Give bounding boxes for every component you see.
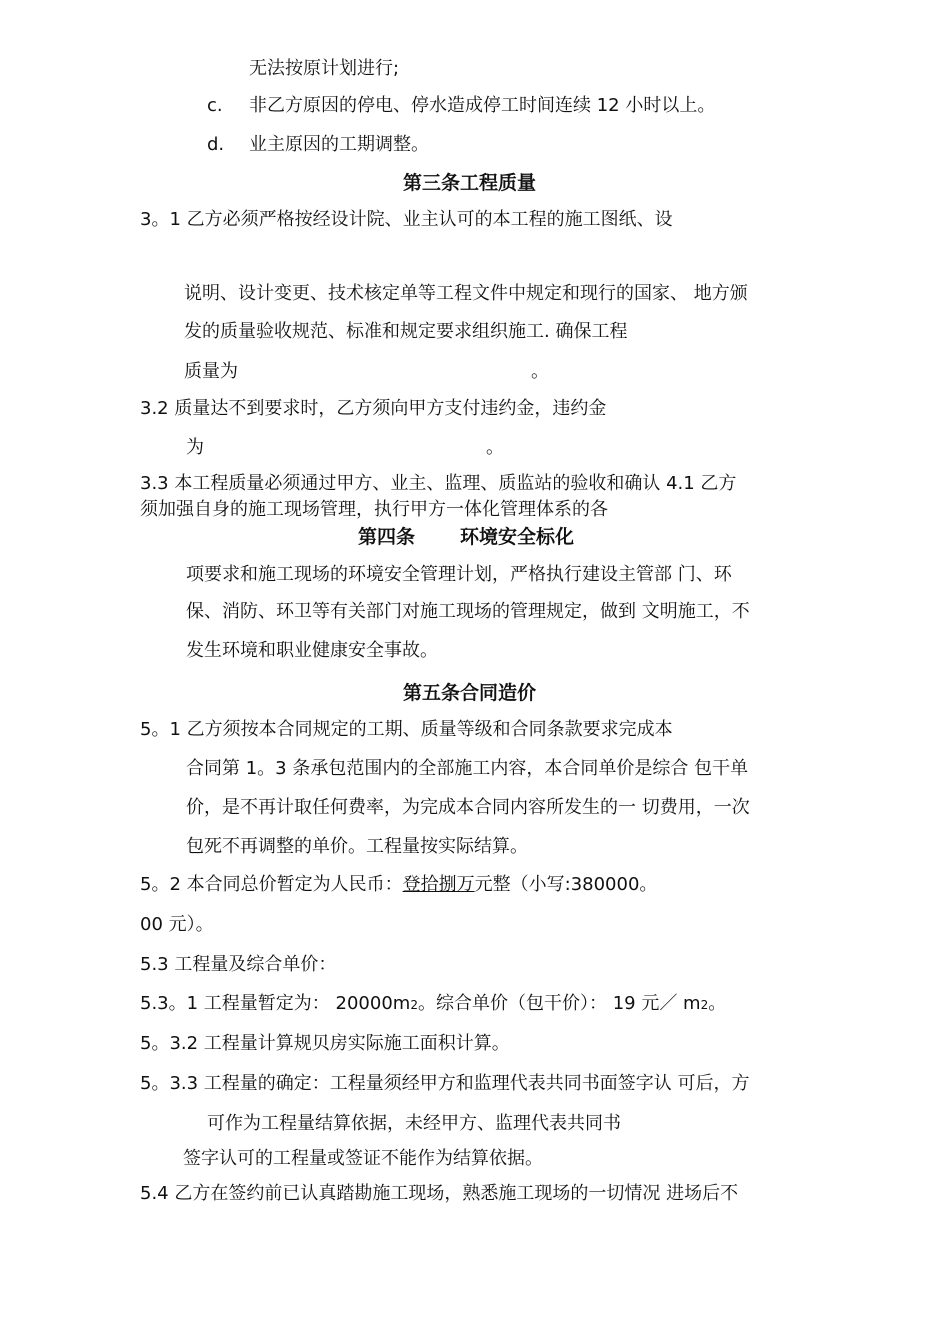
clause-5-3-3: 5。3.3 工程量的确定：工程量须经甲方和监理代表共同书面签字认 可后，方 xyxy=(140,1073,750,1094)
section-heading-5: 第五条合同造价 xyxy=(403,682,537,704)
unit-price-text: 。综合单价（包干价）： 19 元／ m xyxy=(417,993,701,1014)
clause-5-2 xyxy=(140,873,657,897)
clause-5-4: 5.4 乙方在签约前已认真踏勘施工现场，熟悉施工现场的一切情况 进场后不 xyxy=(140,1183,739,1204)
text-line: 质量为 xyxy=(184,361,238,382)
text-line: 价，是不再计取任何费率，为完成本合同内容所发生的一 切费用，一次 xyxy=(186,797,750,818)
clause-5-2-text: 5。2 本合同总价暂定为人民币： xyxy=(140,874,403,895)
text-line: 说明、设计变更、技术核定单等工程文件中规定和现行的国家、 地方颁 xyxy=(184,283,748,304)
text-line: 。 xyxy=(531,361,549,382)
text-line: 合同第 1。3 条承包范围内的全部施工内容，本合同单价是综合 包干单 xyxy=(186,758,749,779)
amount-in-words: 登拾捌万 xyxy=(402,874,475,895)
text-line: 须加强自身的施工现场管理，执行甲方一体化管理体系的各 xyxy=(140,499,608,520)
clause-3-2: 3.2 质量达不到要求时，乙方须向甲方支付违约金，违约金 xyxy=(140,398,607,419)
text-line: 非乙方原因的停电、停水造成停工时间连续 12 小时以上。 xyxy=(249,95,716,116)
text-line: 为 xyxy=(186,437,204,458)
list-marker-d: d. xyxy=(207,134,225,155)
text-line: 签字认可的工程量或签证不能作为结算依据。 xyxy=(183,1148,543,1169)
text-line: 00 元）。 xyxy=(140,914,214,935)
text-line: 可作为工程量结算依据，未经甲方、监理代表共同书 xyxy=(207,1113,621,1134)
text-line: 。 xyxy=(486,437,504,458)
clause-5-2-amount: 元整（小写:380000。 xyxy=(474,874,658,895)
clause-5-3: 5.3 工程量及综合单价： xyxy=(140,954,337,975)
text-line: 发生环境和职业健康安全事故。 xyxy=(186,640,438,661)
clause-5-3-2: 5。3.2 工程量计算规贝房实际施工面积计算。 xyxy=(140,1033,510,1054)
unit-subscript: 2 xyxy=(410,998,418,1012)
unit-subscript: 2 xyxy=(700,998,709,1012)
text-line: 无法按原计划进行; xyxy=(249,58,400,79)
section-heading-4-title: 环境安全标化 xyxy=(460,526,575,548)
clause-3-3: 3.3 本工程质量必须通过甲方、业主、监理、质监站的验收和确认 4.1 乙方 xyxy=(140,473,737,494)
period: 。 xyxy=(708,993,727,1014)
section-heading-4: 第四条 xyxy=(358,526,416,548)
text-line: 保、消防、环卫等有关部门对施工现场的管理规定，做到 文明施工，不 xyxy=(186,601,750,622)
clause-5-1: 5。1 乙方须按本合同规定的工期、质量等级和合同条款要求完成本 xyxy=(140,719,673,740)
list-marker-c: c. xyxy=(207,95,223,116)
text-line: 项要求和施工现场的环境安全管理计划，严格执行建设主管部 门、环 xyxy=(186,564,732,585)
clause-3-1: 3。1 乙方必须严格按经设计院、业主认可的本工程的施工图纸、设 xyxy=(140,209,673,230)
text-line: 业主原因的工期调整。 xyxy=(249,134,429,155)
text-line: 包死不再调整的单价。工程量按实际结算。 xyxy=(186,836,528,857)
quantity-text: 5.3。1 工程量暂定为： 20000m xyxy=(140,993,411,1014)
section-heading-3: 第三条工程质量 xyxy=(403,172,537,194)
text-line: 发的质量验收规范、标准和规定要求组织施工. 确保工程 xyxy=(184,321,628,342)
clause-5-3-1 xyxy=(140,992,726,1017)
